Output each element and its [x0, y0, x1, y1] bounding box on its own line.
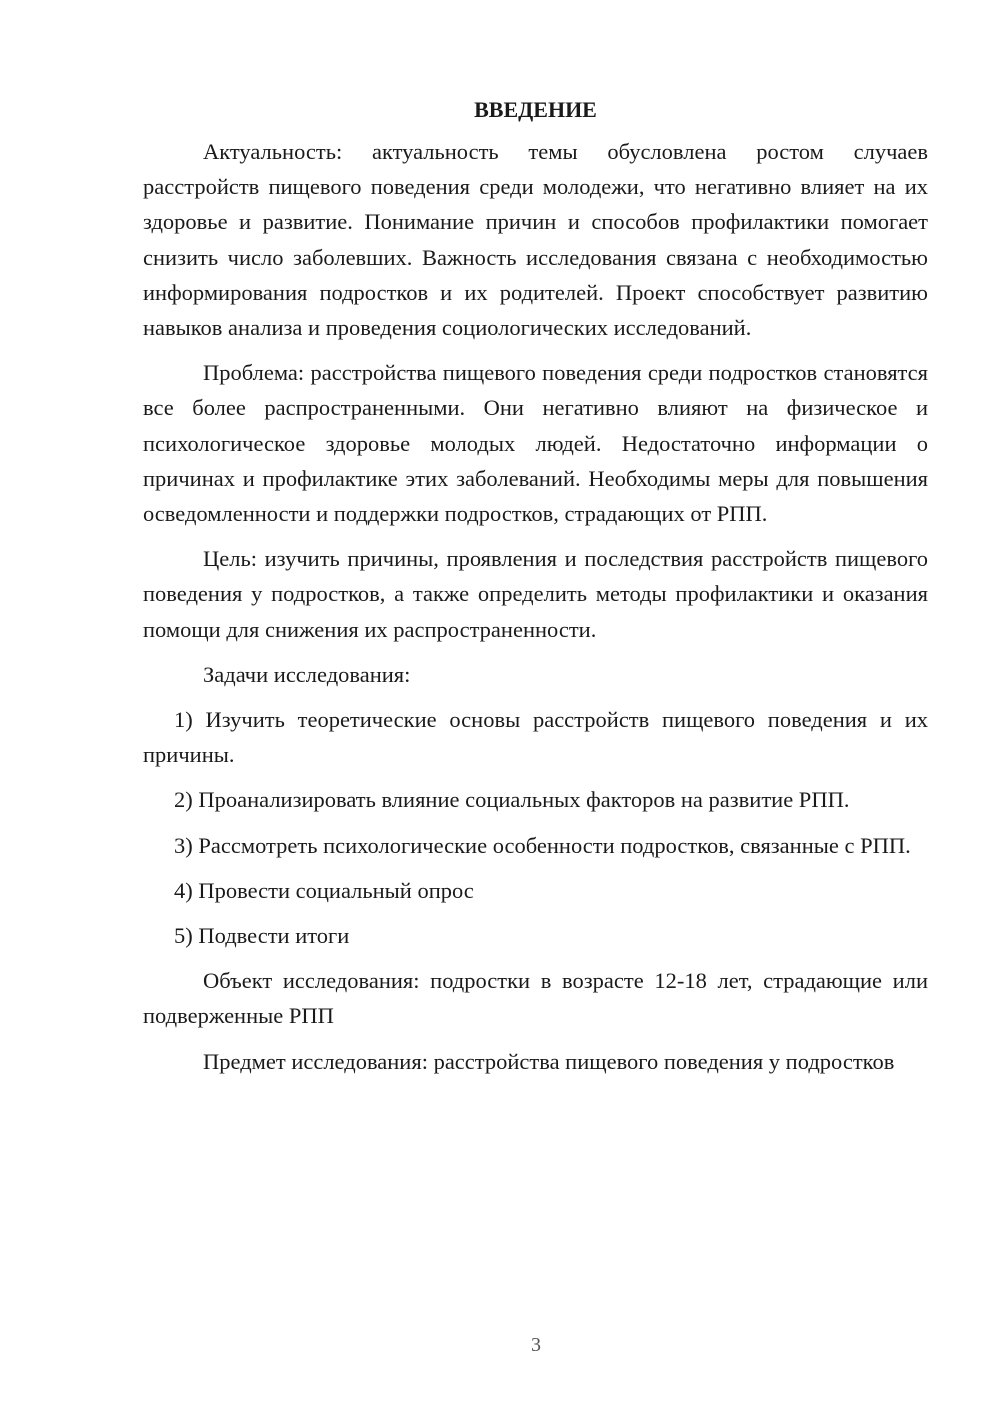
relevance-paragraph: Актуальность: актуальность темы обусловлена ростом случаев расстройств пищевого поведения среди молодежи, что негативно влияет на их здоровье и развитие. Понимание причин и способов профилактики помогает снизить число заболевших. Важность исследования связана с необходимостью информирования подростков и их родителей. Проект способствует развитию навыков анализа и проведения социологических исследований. [143, 139, 928, 341]
task-item: 3) Рассмотреть психологические особенности подростков, связанные с РПП. [174, 832, 911, 858]
page-number: 3 [531, 1334, 541, 1356]
task-item: 5) Подвести итоги [174, 923, 350, 949]
goal-paragraph: Цель: изучить причины, проявления и последствия расстройств пищевого поведения у подростков, а также определить методы профилактики и оказания помощи для снижения их распространенности. [143, 546, 928, 642]
task-item: 2) Проанализировать влияние социальных факторов на развитие РПП. [174, 787, 850, 813]
task-item: 1) Изучить теоретические основы расстройств пищевого поведения и их причины. [143, 707, 928, 768]
tasks-title: Задачи исследования: [203, 661, 411, 687]
task-item: 4) Провести социальный опрос [174, 877, 474, 903]
object-paragraph: Объект исследования: подростки в возрасте 12-18 лет, страдающие или подверженные РПП [143, 968, 928, 1029]
page-title: ВВЕДЕНИЕ [474, 97, 597, 122]
subject-paragraph: Предмет исследования: расстройства пищевого поведения у подростков [203, 1048, 895, 1074]
problem-paragraph: Проблема: расстройства пищевого поведения среди подростков становятся все более распространенными. Они негативно влияют на физическое и психологическое здоровье молодых людей. Недостаточно информации о причинах и профилактике этих заболеваний. Необходимы меры для повышения осведомленности и поддержки подростков, страдающих от РПП. [143, 360, 928, 527]
document-page [143, 92, 928, 1089]
